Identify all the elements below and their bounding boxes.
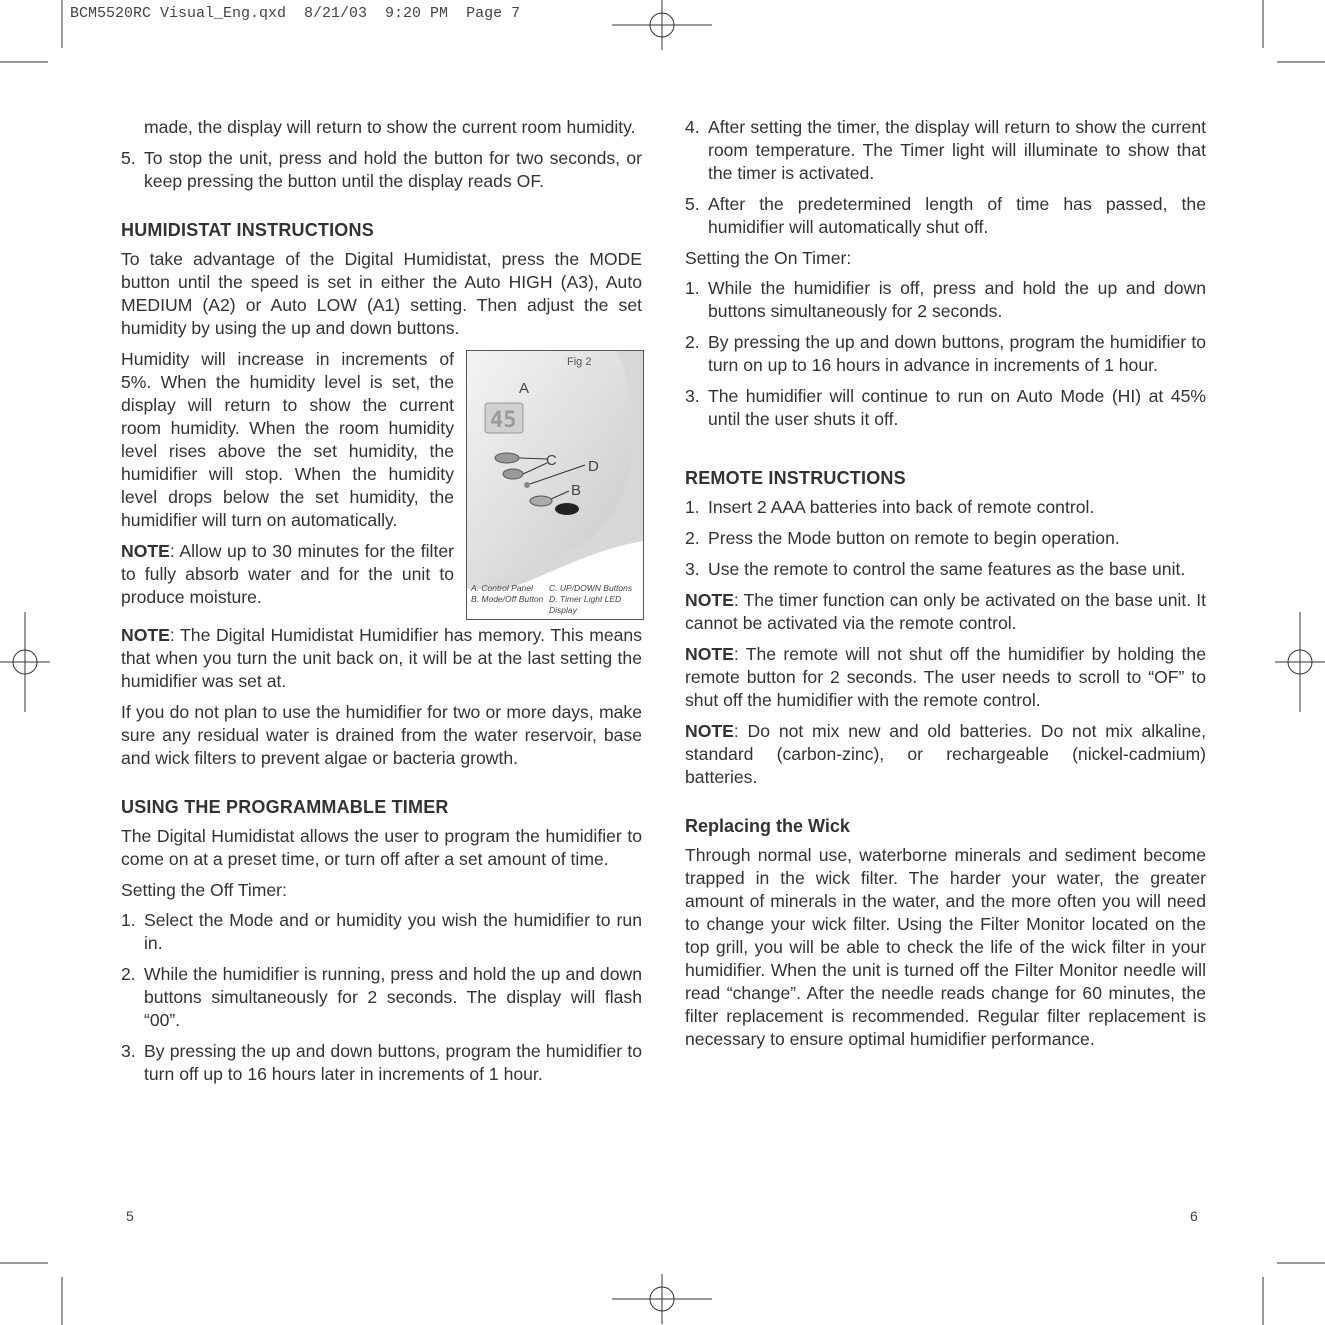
- list-number: 1.: [685, 278, 700, 298]
- list-number: 1.: [121, 910, 136, 930]
- list-item: [685, 193, 1206, 239]
- list-number: 5.: [685, 194, 700, 214]
- timer-led: [524, 482, 530, 488]
- wick-paragraph: Through normal use, waterborne minerals and sediment become trapped in the wick filter. The harder your water, the greater amount of minerals in the water, and the more often you will need to change your wick filter. Using the Filter Monitor located on the top grill, you will be able to check the life of the wick filter in your humidifier. When the unit is turned off the Filter Monitor needle will read “change”. After the needle reads change for 60 minutes, the filter replacement is recommended. Regular filter replacement is necessary to ensure optimal humidifier performance.: [685, 845, 1206, 1049]
- remote-heading: REMOTE INSTRUCTIONS: [685, 468, 906, 488]
- caption-a: A. Control Panel: [471, 583, 533, 593]
- registration-mark-left: [0, 612, 50, 712]
- figure-caption: [471, 583, 645, 616]
- note-text: : Allow up to 30 minutes for the filter to fully absorb water and for the unit to produce moisture.: [121, 541, 454, 607]
- humidistat-heading: HUMIDISTAT INSTRUCTIONS: [121, 220, 374, 240]
- timer-paragraph: The Digital Humidistat allows the user to program the humidifier to come on at a preset time, or turn off after a set amount of time.: [121, 826, 642, 869]
- off-timer-label: Setting the Off Timer:: [121, 880, 287, 900]
- list-number: 4.: [685, 117, 700, 137]
- note-paragraph: [685, 589, 1206, 635]
- registration-mark-top: [612, 0, 712, 50]
- display-reading: 45: [490, 408, 517, 433]
- note-paragraph: [121, 624, 642, 693]
- page-number-right: 6: [1190, 1208, 1198, 1224]
- left-column: [121, 116, 642, 1094]
- continued-paragraph: made, the display will return to show the current room humidity.: [144, 117, 636, 137]
- list-number: 2.: [685, 528, 700, 548]
- humidistat-paragraph: To take advantage of the Digital Humidistat, press the MODE button until the speed is set in either the Auto HIGH (A3), Auto MEDIUM (A2) or Auto LOW (A1) setting. Then adjust the set humidity by using the up and down buttons.: [121, 249, 642, 338]
- callout-c: C: [546, 452, 557, 469]
- figure-2: [466, 350, 642, 620]
- note-paragraph: [685, 643, 1206, 712]
- note-label: NOTE: [121, 625, 170, 645]
- list-text: Use the remote to control the same features as the base unit.: [708, 559, 1186, 579]
- list-text: Insert 2 AAA batteries into back of remote control.: [708, 497, 1095, 517]
- list-item: [685, 116, 1206, 185]
- note-text: : Do not mix new and old batteries. Do not mix alkaline, standard (carbon-zinc), or rechargeable (nickel-cadmium) batteries.: [685, 721, 1206, 787]
- note-text: : The timer function can only be activated on the base unit. It cannot be activated via the remote control.: [685, 590, 1206, 633]
- list-item: [121, 1040, 642, 1086]
- list-text: The humidifier will continue to run on Auto Mode (HI) at 45% until the user shuts it off.: [708, 386, 1206, 429]
- figure-label: Fig 2: [567, 356, 592, 368]
- note-text: : The Digital Humidistat Humidifier has memory. This means that when you turn the unit back on, it will be at the last setting the humidifier was set at.: [121, 625, 642, 691]
- down-button: [503, 469, 523, 479]
- note-label: NOTE: [685, 644, 734, 664]
- callout-b: B: [571, 482, 582, 499]
- list-item: [685, 331, 1206, 377]
- timer-heading: USING THE PROGRAMMABLE TIMER: [121, 797, 449, 817]
- list-item: [121, 147, 642, 193]
- callout-d: D: [588, 458, 599, 475]
- list-text: Press the Mode button on remote to begin operation.: [708, 528, 1120, 548]
- callout-a: A: [519, 380, 530, 397]
- list-item: [685, 558, 1206, 581]
- list-item: [685, 385, 1206, 431]
- list-text: To stop the unit, press and hold the button for two seconds, or keep pressing the button until the display reads OF.: [144, 148, 642, 191]
- list-text: While the humidifier is off, press and hold the up and down buttons simultaneously for 2 seconds.: [708, 278, 1206, 321]
- caption-c: C. UP/DOWN Buttons: [549, 583, 633, 593]
- print-slug: BCM5520RC Visual_Eng.qxd 8/21/03 9:20 PM Page 7: [70, 5, 521, 22]
- caption-b: B. Mode/Off Button: [471, 594, 544, 604]
- list-item: [685, 277, 1206, 323]
- drain-paragraph: If you do not plan to use the humidifier for two or more days, make sure any residual water is drained from the water reservoir, base and wick filters to prevent algae or bacteria growth.: [121, 702, 642, 768]
- caption-d: D. Timer Light LED Display: [549, 594, 622, 615]
- list-number: 1.: [685, 497, 700, 517]
- list-item: [121, 963, 642, 1032]
- note-text: : The remote will not shut off the humidifier by holding the remote button for 2 seconds. The user needs to scroll to “OF” to shut off the humidifier with the remote control.: [685, 644, 1206, 710]
- control-panel-illustration: [467, 351, 643, 589]
- list-text: After setting the timer, the display will return to show the current room temperature. The Timer light will illuminate to show that the timer is activated.: [708, 117, 1206, 183]
- list-text: By pressing the up and down buttons, program the humidifier to turn off up to 16 hours later in increments of 1 hour.: [144, 1041, 642, 1084]
- up-button: [495, 453, 519, 463]
- list-text: Select the Mode and or humidity you wish the humidifier to run in.: [144, 910, 642, 953]
- power-button: [555, 503, 579, 515]
- list-number: 2.: [685, 332, 700, 352]
- on-timer-label: Setting the On Timer:: [685, 248, 852, 268]
- mode-button: [530, 496, 552, 506]
- list-number: 5.: [121, 148, 136, 168]
- page-number-left: 5: [126, 1208, 134, 1224]
- list-item: [685, 496, 1206, 519]
- list-item: [685, 527, 1206, 550]
- humidity-paragraph: Humidity will increase in increments of 5%. When the humidity level is set, the display will return to show the current room humidity. When the room humidity level rises above the set humidity, the humidifier will stop. When the humidity level drops below the set humidity, the humidifier will turn on automatically.: [121, 349, 454, 530]
- list-text: After the predetermined length of time has passed, the humidifier will automatically shut off.: [708, 194, 1206, 237]
- registration-mark-bottom: [612, 1274, 712, 1324]
- list-text: By pressing the up and down buttons, program the humidifier to turn on up to 16 hours in advance in increments of 1 hour.: [708, 332, 1206, 375]
- list-number: 3.: [685, 386, 700, 406]
- list-text: While the humidifier is running, press and hold the up and down buttons simultaneously for 2 seconds. The display will flash “00”.: [144, 964, 642, 1030]
- control-panel-figure: [466, 350, 644, 620]
- list-number: 2.: [121, 964, 136, 984]
- note-label: NOTE: [685, 590, 734, 610]
- right-column: [685, 116, 1206, 1059]
- note-paragraph: [685, 720, 1206, 789]
- list-number: 3.: [685, 559, 700, 579]
- wick-heading: Replacing the Wick: [685, 816, 850, 836]
- note-label: NOTE: [121, 541, 170, 561]
- list-number: 3.: [121, 1041, 136, 1061]
- note-label: NOTE: [685, 721, 734, 741]
- registration-mark-right: [1275, 612, 1325, 712]
- list-item: [121, 909, 642, 955]
